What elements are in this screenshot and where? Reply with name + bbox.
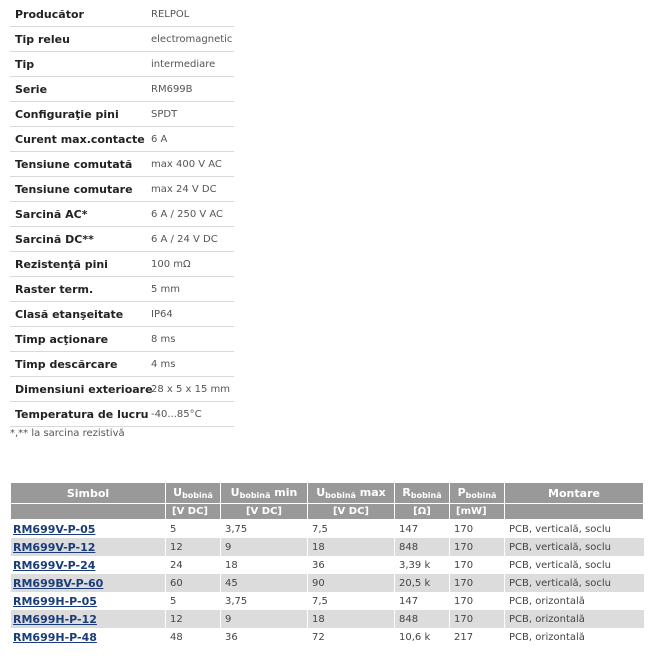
- symbol-cell: [11, 538, 166, 556]
- spec-row: [10, 402, 234, 427]
- table-row: [11, 556, 644, 574]
- spec-row: [10, 277, 234, 302]
- table-row: [11, 520, 644, 539]
- spec-value: 8 ms: [151, 333, 176, 345]
- spec-value: 28 x 5 x 15 mm: [151, 383, 231, 395]
- cell-umin: 9: [221, 610, 308, 628]
- product-link[interactable]: RM699V-P-05: [13, 522, 96, 536]
- spec-row: [10, 52, 234, 77]
- table-row: [11, 538, 644, 556]
- spec-label: Raster term.: [15, 282, 94, 296]
- spec-row: [10, 302, 234, 327]
- cell-umax: 90: [308, 574, 395, 592]
- cell-r: 848: [395, 610, 450, 628]
- spec-label: Sarcină DC**: [15, 232, 94, 246]
- spec-row: [10, 202, 234, 227]
- cell-umax: 7,5: [308, 520, 395, 539]
- spec-row: [10, 377, 234, 402]
- product-link[interactable]: RM699H-P-48: [13, 630, 97, 644]
- spec-value: 6 A / 24 V DC: [151, 233, 218, 245]
- cell-umin: 36: [221, 628, 308, 646]
- units-row: [11, 504, 644, 520]
- cell-umin: 9: [221, 538, 308, 556]
- product-link[interactable]: RM699H-P-05: [13, 594, 97, 608]
- cell-r: 147: [395, 592, 450, 610]
- cell-u: 5: [166, 592, 221, 610]
- unit-umin: [V DC]: [221, 504, 308, 520]
- spec-row: [10, 152, 234, 177]
- cell-p: 170: [450, 592, 505, 610]
- spec-label: Producător: [15, 7, 84, 21]
- cell-p: 170: [450, 574, 505, 592]
- cell-umax: 72: [308, 628, 395, 646]
- table-row: [11, 574, 644, 592]
- cell-mount: PCB, orizontală: [505, 592, 644, 610]
- spec-row: [10, 327, 234, 352]
- symbol-cell: [11, 628, 166, 646]
- unit-r: [Ω]: [395, 504, 450, 520]
- header-u-coil-max: Ubobină max: [308, 483, 395, 504]
- spec-value: 100 mΩ: [151, 258, 191, 270]
- cell-p: 170: [450, 520, 505, 539]
- header-p-coil: Pbobină: [450, 483, 505, 504]
- spec-label: Tensiune comutată: [15, 157, 133, 171]
- cell-r: 20,5 k: [395, 574, 450, 592]
- cell-r: 848: [395, 538, 450, 556]
- spec-label: Tip: [15, 57, 35, 71]
- header-u-coil: Ubobină: [166, 483, 221, 504]
- spec-label: Tensiune comutare: [15, 182, 133, 196]
- spec-label: Sarcină AC*: [15, 207, 88, 221]
- symbol-cell: [11, 592, 166, 610]
- symbol-cell: [11, 574, 166, 592]
- cell-mount: PCB, orizontală: [505, 628, 644, 646]
- table-row: [11, 610, 644, 628]
- spec-value: RELPOL: [151, 8, 190, 20]
- header-row: [11, 483, 644, 504]
- cell-mount: PCB, orizontală: [505, 610, 644, 628]
- spec-value: IP64: [151, 308, 173, 320]
- spec-value: electromagnetic: [151, 33, 233, 45]
- spec-row: [10, 227, 234, 252]
- spec-value: 5 mm: [151, 283, 181, 295]
- symbol-cell: [11, 556, 166, 574]
- specifications-table: [10, 2, 234, 427]
- spec-value: 6 A / 250 V AC: [151, 208, 224, 220]
- cell-umin: 3,75: [221, 520, 308, 539]
- symbol-cell: [11, 520, 166, 539]
- cell-u: 12: [166, 538, 221, 556]
- cell-p: 170: [450, 610, 505, 628]
- cell-umax: 18: [308, 610, 395, 628]
- spec-row: [10, 102, 234, 127]
- cell-r: 147: [395, 520, 450, 539]
- cell-umax: 18: [308, 538, 395, 556]
- footnote: *,** la sarcina rezistivă: [10, 428, 125, 439]
- header-symbol: Simbol: [11, 483, 166, 504]
- header-u-coil-min: Ubobină min: [221, 483, 308, 504]
- spec-label: Curent max.contacte: [15, 132, 145, 146]
- spec-row: [10, 352, 234, 377]
- spec-label: Temperatura de lucru: [15, 407, 149, 421]
- cell-u: 12: [166, 610, 221, 628]
- product-link[interactable]: RM699H-P-12: [13, 612, 97, 626]
- units-symbol-empty: [11, 504, 166, 520]
- spec-label: Timp descărcare: [15, 357, 118, 371]
- spec-row: [10, 77, 234, 102]
- cell-mount: PCB, verticală, soclu: [505, 538, 644, 556]
- cell-r: 10,6 k: [395, 628, 450, 646]
- spec-value: SPDT: [151, 108, 178, 120]
- cell-umax: 7,5: [308, 592, 395, 610]
- spec-value: -40...85°C: [151, 408, 202, 420]
- spec-label: Rezistenţă pini: [15, 257, 108, 271]
- product-link[interactable]: RM699V-P-12: [13, 540, 96, 554]
- cell-umax: 36: [308, 556, 395, 574]
- unit-u: [V DC]: [166, 504, 221, 520]
- spec-value: 6 A: [151, 133, 168, 145]
- cell-p: 170: [450, 556, 505, 574]
- cell-umin: 3,75: [221, 592, 308, 610]
- product-link[interactable]: RM699BV-P-60: [13, 576, 104, 590]
- spec-value: 4 ms: [151, 358, 176, 370]
- spec-row: [10, 127, 234, 152]
- cell-p: 217: [450, 628, 505, 646]
- cell-mount: PCB, verticală, soclu: [505, 556, 644, 574]
- cell-umin: 45: [221, 574, 308, 592]
- cell-mount: PCB, verticală, soclu: [505, 520, 644, 539]
- spec-row: [10, 252, 234, 277]
- spec-label: Timp acţionare: [15, 332, 109, 346]
- spec-label: Dimensiuni exterioare: [15, 382, 153, 396]
- product-link[interactable]: RM699V-P-24: [13, 558, 96, 572]
- unit-p: [mW]: [450, 504, 505, 520]
- spec-row: [10, 2, 234, 27]
- cell-u: 48: [166, 628, 221, 646]
- symbol-cell: [11, 610, 166, 628]
- cell-u: 5: [166, 520, 221, 539]
- spec-label: Tip releu: [15, 32, 70, 46]
- product-table: [10, 482, 644, 646]
- spec-value: max 24 V DC: [151, 183, 217, 195]
- cell-u: 24: [166, 556, 221, 574]
- cell-r: 3,39 k: [395, 556, 450, 574]
- units-mount-empty: [505, 504, 644, 520]
- spec-label: Serie: [15, 82, 48, 96]
- spec-value: intermediare: [151, 58, 216, 70]
- spec-row: [10, 177, 234, 202]
- spec-row: [10, 27, 234, 52]
- table-row: [11, 628, 644, 646]
- cell-mount: PCB, verticală, soclu: [505, 574, 644, 592]
- spec-label: Configuraţie pini: [15, 107, 119, 121]
- unit-umax: [V DC]: [308, 504, 395, 520]
- spec-label: Clasă etanşeitate: [15, 307, 124, 321]
- header-r-coil: Rbobină: [395, 483, 450, 504]
- table-row: [11, 592, 644, 610]
- spec-value: max 400 V AC: [151, 158, 222, 170]
- cell-u: 60: [166, 574, 221, 592]
- cell-p: 170: [450, 538, 505, 556]
- header-mounting: Montare: [505, 483, 644, 504]
- spec-value: RM699B: [151, 83, 193, 95]
- cell-umin: 18: [221, 556, 308, 574]
